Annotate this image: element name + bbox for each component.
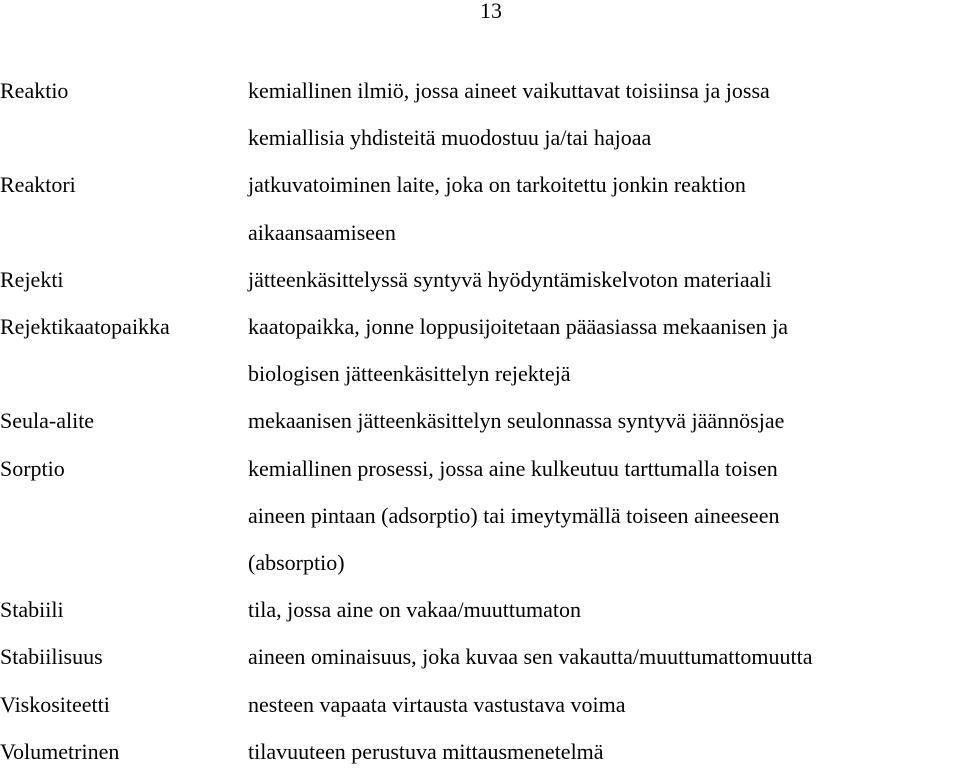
glossary-entry-reaktori bbox=[0, 161, 960, 255]
definition-line: tila, jossa aine on vakaa/muuttumaton bbox=[248, 597, 581, 623]
glossary-entry-stabiilisuus bbox=[0, 633, 960, 680]
definition-line: nesteen vapaata virtausta vastustava voima bbox=[248, 691, 626, 717]
definition-line: kemiallinen ilmiö, jossa aineet vaikuttavat toisiinsa ja jossa bbox=[248, 78, 770, 103]
definition-line: tilavuuteen perustuva mittausmenetelmä bbox=[248, 738, 604, 764]
glossary-term: Volumetrinen bbox=[0, 738, 120, 764]
definition-line: jatkuvatoiminen laite, joka on tarkoitettu jonkin reaktion bbox=[248, 172, 746, 198]
glossary-entry-viskositeetti bbox=[0, 681, 960, 728]
glossary-definition bbox=[248, 397, 960, 444]
glossary-term: Seula-alite bbox=[0, 408, 95, 434]
glossary-definition bbox=[248, 586, 960, 633]
glossary-entry-volumetrinen bbox=[0, 728, 960, 775]
definition-line: aineen ominaisuus, joka kuvaa sen vakautta/muuttumattomuutta bbox=[248, 644, 813, 670]
glossary-entry-seula-alite bbox=[0, 397, 960, 444]
definition-line: mekaanisen jätteenkäsittelyn seulonnassa syntyvä jäännösjae bbox=[248, 408, 785, 434]
definition-line: jätteenkäsittelyssä syntyvä hyödyntämiskelvoton materiaali bbox=[248, 266, 772, 292]
glossary-term: Reaktori bbox=[0, 172, 76, 198]
glossary-list bbox=[0, 67, 960, 775]
glossary-definition bbox=[248, 161, 960, 255]
definition-line: kemiallinen prosessi, jossa aine kulkeutuu tarttumalla toisen bbox=[248, 455, 778, 481]
glossary-term: Sorptio bbox=[0, 455, 65, 481]
glossary-entry-stabiili bbox=[0, 586, 960, 633]
definition-line: aikaansaamiseen bbox=[248, 219, 396, 245]
glossary-definition bbox=[248, 256, 960, 303]
glossary-term: Reaktio bbox=[0, 78, 69, 103]
glossary-definition bbox=[248, 633, 960, 680]
glossary-term: Stabiili bbox=[0, 597, 64, 623]
definition-line: kemiallisia yhdisteitä muodostuu ja/tai hajoaa bbox=[248, 125, 652, 151]
glossary-term: Rejektikaatopaikka bbox=[0, 314, 170, 340]
definition-line: aineen pintaan (adsorptio) tai imeytymällä toiseen aineeseen bbox=[248, 502, 780, 528]
glossary-entry-rejekti bbox=[0, 256, 960, 303]
glossary-entry-sorptio bbox=[0, 445, 960, 587]
page-number: 13 bbox=[480, 0, 502, 23]
glossary-definition bbox=[248, 445, 960, 587]
glossary-entry-reaktio bbox=[0, 67, 960, 161]
definition-line: biologisen jätteenkäsittelyn rejektejä bbox=[248, 361, 571, 387]
glossary-definition bbox=[248, 67, 960, 161]
definition-line: (absorptio) bbox=[248, 550, 345, 576]
glossary-term: Rejekti bbox=[0, 266, 64, 292]
glossary-term: Stabiilisuus bbox=[0, 644, 103, 670]
glossary-term: Viskositeetti bbox=[0, 691, 110, 717]
definition-line: kaatopaikka, jonne loppusijoitetaan pääasiassa mekaanisen ja bbox=[248, 314, 789, 340]
glossary-definition bbox=[248, 728, 960, 775]
glossary-entry-rejektikaatopaikka bbox=[0, 303, 960, 397]
glossary-definition bbox=[248, 681, 960, 728]
glossary-definition bbox=[248, 303, 960, 397]
